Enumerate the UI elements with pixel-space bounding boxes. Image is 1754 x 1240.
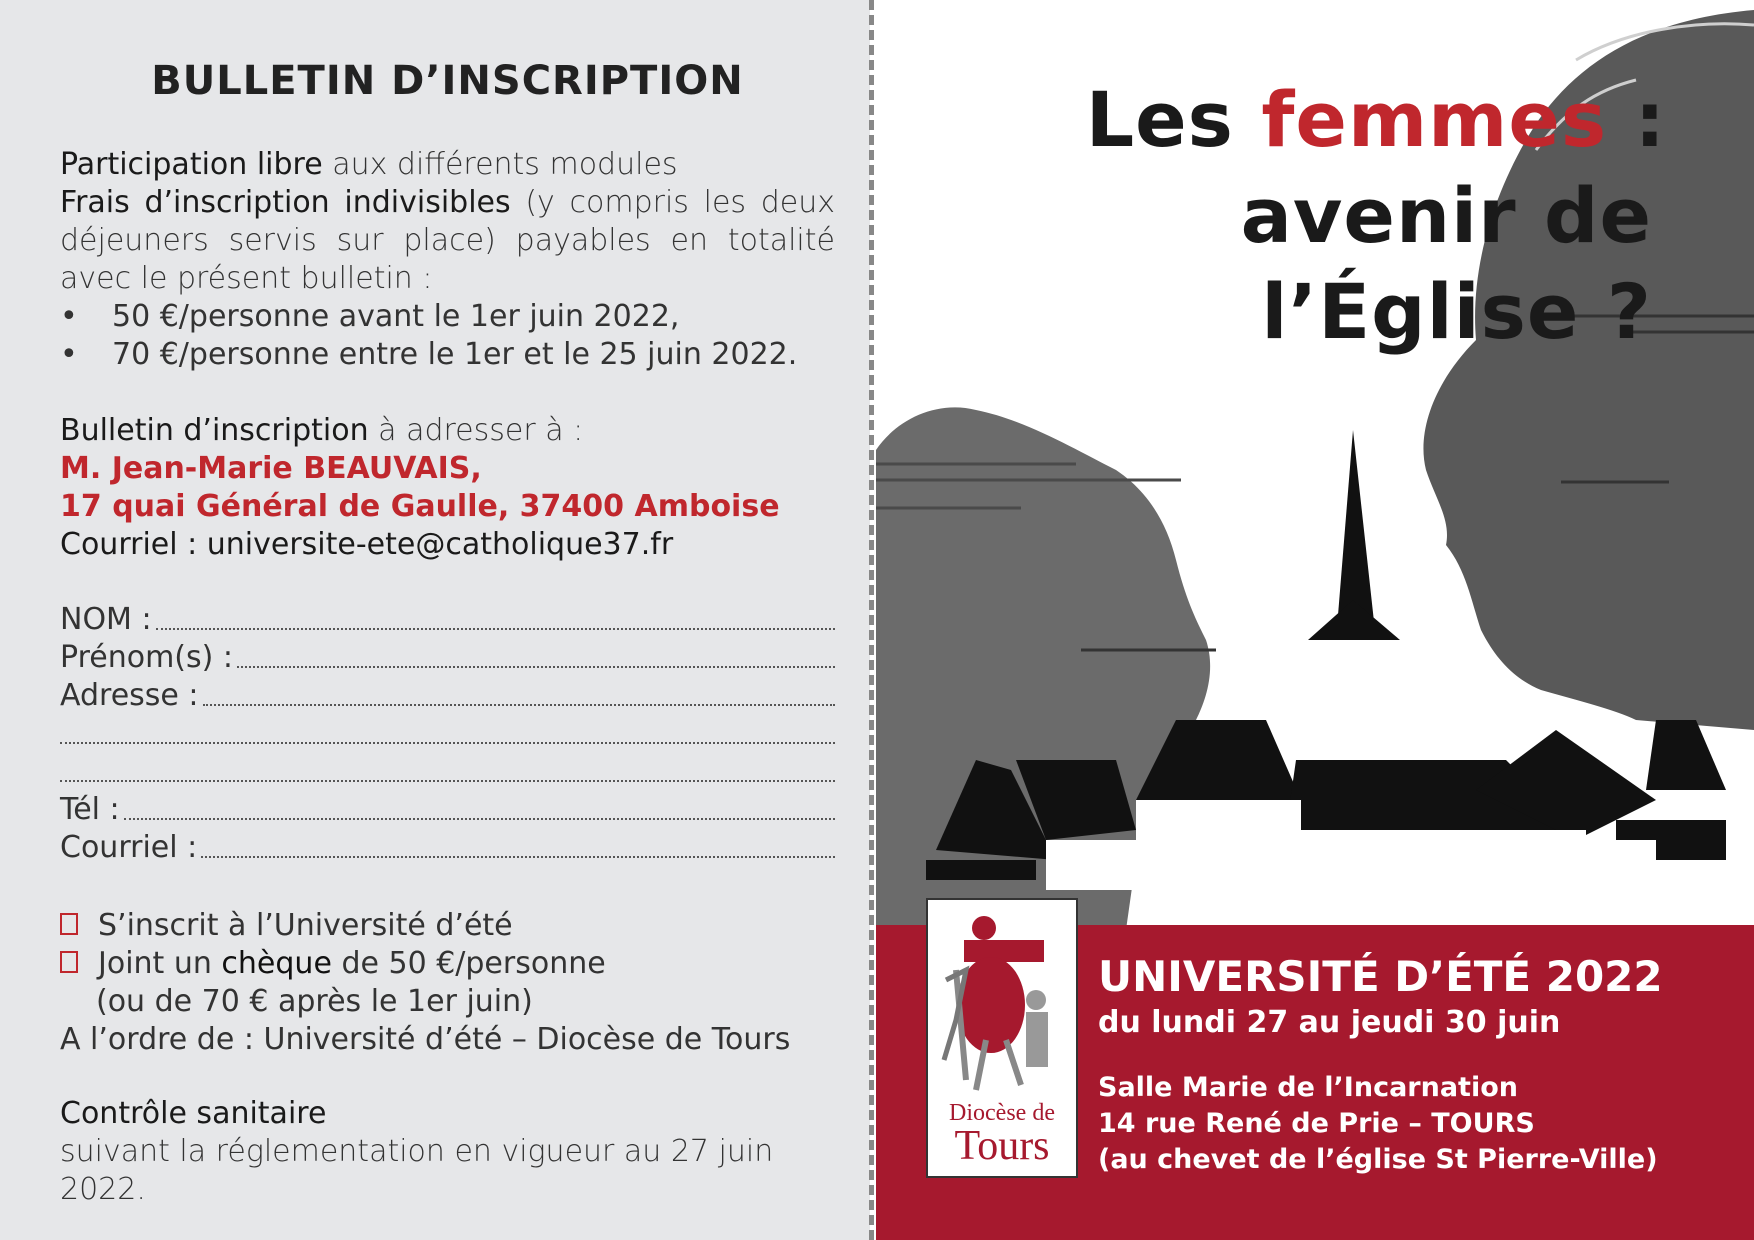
participation-line (60, 146, 835, 184)
event-title: UNIVERSITÉ D’ÉTÉ 2022 (1098, 952, 1663, 1001)
register-checkbox-row[interactable] (60, 907, 513, 945)
diocese-logo (926, 898, 1078, 1178)
fee-item-text: 50 €/personne avant le 1er juin 2022, (112, 299, 680, 334)
send-to-bold: Bulletin d’inscription (60, 413, 369, 448)
nom-label: NOM : (60, 602, 152, 637)
contact-email: Courriel : universite-ete@catholique37.fr (60, 527, 674, 562)
headline-colon: : (1607, 75, 1666, 164)
cheque-checkbox-row[interactable] (60, 945, 606, 983)
logo-text-tours: Tours (954, 1123, 1050, 1169)
cheque-label-a: Joint un (98, 946, 222, 981)
send-to-line (60, 412, 835, 450)
adresse-field[interactable] (60, 677, 835, 715)
logo-text-diocese: Diocèse de (949, 1100, 1055, 1126)
adresse-field-line2[interactable] (60, 715, 835, 753)
adresse-field-line3[interactable] (60, 753, 835, 791)
cut-line (869, 0, 874, 1240)
cheque-checkbox[interactable] (60, 951, 78, 973)
headline-line-2: avenir de (1240, 171, 1652, 260)
participation-bold: Participation libre (60, 147, 323, 182)
health-title: Contrôle sanitaire (60, 1096, 327, 1131)
fee-item: • 50 €/personne avant le 1er juin 2022, (60, 299, 680, 334)
saint-martin-logo-icon (936, 910, 1068, 1095)
prenom-label: Prénom(s) : (60, 640, 233, 675)
fees-bold: Frais d’inscription indivisibles (60, 185, 511, 220)
adresse-label: Adresse : (60, 678, 199, 713)
recipient-address: 17 quai Général de Gaulle, 37400 Amboise (60, 489, 780, 524)
headline-line-3: l’Église ? (1261, 267, 1652, 356)
register-checkbox-label: S’inscrit à l’Université d’été (98, 908, 513, 943)
recipient-name: M. Jean-Marie BEAUVAIS, (60, 451, 482, 486)
venue-name: Salle Marie de l’Incarnation (1098, 1072, 1518, 1103)
fees-rest: (y compris les deux déjeuners servis sur place) payables en totalité avec le présent bulletin : (60, 185, 835, 296)
tel-field[interactable] (60, 791, 835, 829)
registration-form-panel (0, 0, 870, 1240)
headline-line-1 (1086, 72, 1666, 168)
prenom-field[interactable] (60, 639, 835, 677)
headline-les: Les (1085, 75, 1262, 164)
fees-paragraph (60, 184, 835, 298)
send-to-rest: à adresser à : (368, 413, 584, 448)
cover-panel (876, 0, 1754, 1240)
courriel-label: Courriel : (60, 830, 198, 865)
courriel-field[interactable] (60, 829, 835, 867)
fee-item: • 70 €/personne entre le 1er et le 25 juin 2022. (60, 337, 798, 372)
participation-rest: aux différents modules (322, 147, 678, 182)
nom-field[interactable] (60, 601, 835, 639)
cheque-label-b: de 50 €/personne (331, 946, 606, 981)
event-dates: du lundi 27 au jeudi 30 juin (1098, 1005, 1561, 1040)
health-text: suivant la réglementation en vigueur au 27 juin 2022. (60, 1134, 774, 1207)
tel-label: Tél : (60, 792, 120, 827)
venue-note: (au chevet de l’église St Pierre-Ville) (1098, 1144, 1658, 1175)
payable-to-line: A l’ordre de : Université d’été – Diocèse de Tours (60, 1022, 791, 1057)
cheque-label-bold: chèque (221, 946, 332, 981)
register-checkbox[interactable] (60, 913, 78, 935)
venue-street: 14 rue René de Prie – TOURS (1098, 1108, 1535, 1139)
form-title: BULLETIN D’INSCRIPTION (151, 58, 744, 104)
fee-item-text: 70 €/personne entre le 1er et le 25 juin 2022. (112, 337, 798, 372)
headline-femmes: femmes (1261, 75, 1608, 164)
cheque-note: (ou de 70 € après le 1er juin) (96, 984, 533, 1019)
